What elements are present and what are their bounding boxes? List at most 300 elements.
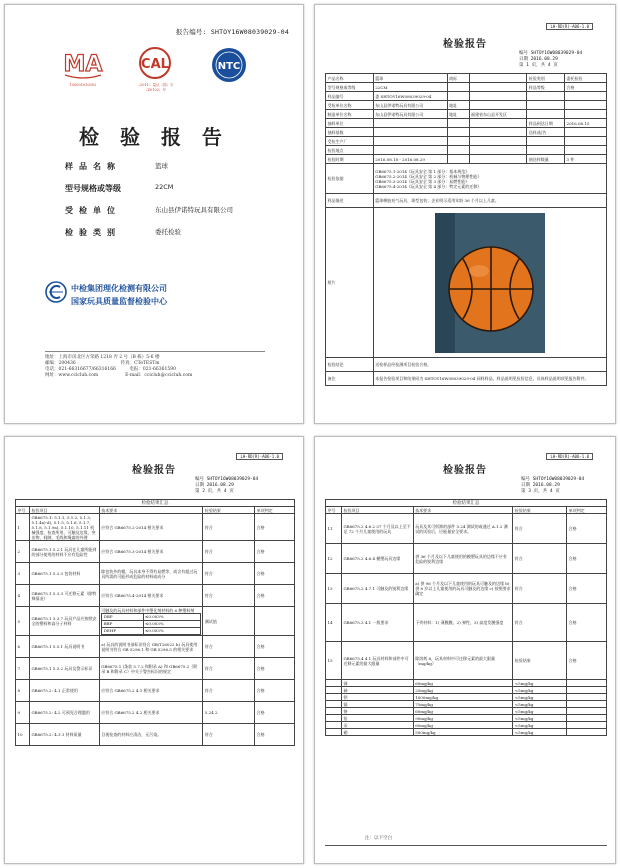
result-cell: 合格 [255, 658, 295, 680]
result-cell: 合格 [255, 563, 295, 585]
info-cell: 2016.08.15 [565, 119, 607, 128]
result-cell: 14 [326, 604, 342, 642]
svg-text:MA: MA [63, 52, 103, 77]
meta-line: 编号 SHTOY16W08039029-04 [521, 477, 585, 482]
report-meta [519, 51, 582, 69]
result-cell: 合格 [255, 680, 295, 702]
info-cell [447, 119, 469, 128]
info-cell: 型号规格或等级 [326, 83, 374, 92]
info-table [325, 73, 607, 386]
description-row [326, 194, 607, 208]
result-cell: 符合 [513, 544, 567, 574]
plasticizer-limit: ≤0.003% [143, 613, 200, 620]
form-code: LH-RD(R)-A06-1.0 [546, 23, 593, 30]
info-cell [565, 128, 607, 137]
result-cell: 合格 [255, 724, 295, 746]
blank-cell [326, 680, 342, 687]
info-cell [527, 110, 565, 119]
page-title: 检验报告 [132, 465, 176, 476]
result-cell: GB6675.2: 4.2 可预见合理滥用 [29, 702, 99, 724]
org-name-1: 中检集团理化检测有限公司 [71, 284, 167, 293]
report-meta [521, 477, 584, 495]
info-cell: 地址 [447, 110, 469, 119]
address-line: 网址：www.ccicluh.com E-mail：ccicluh@ccicluh.com [45, 373, 193, 378]
table-row [16, 658, 295, 680]
info-row [326, 110, 607, 119]
result-cell: 4 [16, 585, 30, 607]
info-cell: 检验类别 [527, 74, 565, 83]
result-cell: 11 [326, 514, 342, 544]
remark-row [326, 372, 607, 386]
cover-row-label: 检验类别 [65, 228, 121, 237]
header-cell: 检验结果 [203, 507, 255, 514]
element-limit: 60mg/kg [413, 680, 513, 687]
info-cell: 委托检验 [565, 74, 607, 83]
description-cell: 篮球橡胶充气玩具，球型包装；企业明示适用年龄 36 个月以上儿童。 [373, 194, 606, 208]
result-cell: 5 [16, 607, 30, 636]
result-cell: 15 [326, 642, 342, 680]
info-cell [565, 137, 607, 146]
blank-cell [326, 687, 342, 694]
report-page-1 [314, 4, 616, 424]
element-name: 砷 [341, 687, 413, 694]
result-cell: 下列材料：1) 薄膜膜，2) 弹性，3) 高度发膜强度 [413, 604, 513, 642]
result-cell: a) 供 96 个月及以下儿童使用的玩具可触及的边缘 b) 供 8 岁以上儿童使用的玩具可触及的边缘 c) 按照要求确定 [413, 574, 513, 604]
cover-row-model [65, 183, 275, 194]
result-cell: 8 [16, 680, 30, 702]
info-cell: 产品名称 [326, 74, 374, 83]
result-cell: 符合 [203, 680, 255, 702]
info-cell: 东山县伊诺特玩具有限公司 [373, 110, 447, 119]
blank-cell [326, 708, 342, 715]
info-cell [527, 137, 565, 146]
result-cell: 检验结果 [513, 642, 567, 680]
result-cell: GB6675.2 4.6.4 模塑玩具边缘 [341, 544, 413, 574]
result-cell: GB6675.2 4.6.2 37 个月及以上至不足 72 个月儿童使用的玩具 [341, 514, 413, 544]
result-cell: 合格 [255, 585, 295, 607]
header-cell: 技术要求 [413, 507, 513, 514]
info-cell [527, 146, 565, 155]
result-cell: 6 [16, 636, 30, 658]
cover-title: 检 验 报 告 [79, 125, 229, 149]
info-cell: 样品编号 [326, 92, 374, 101]
result-cell: 符合 [203, 636, 255, 658]
info-cell [469, 101, 527, 110]
result-cell: 应符合 GB6675.4-2014 相关要求 [99, 585, 203, 607]
table-row [326, 604, 607, 642]
meta-line: 日期 2016.08.29 [519, 57, 558, 62]
table-row [16, 702, 295, 724]
cell-label: 备注 [326, 372, 374, 386]
element-row [326, 680, 607, 687]
result-cell [255, 607, 295, 636]
info-row [326, 155, 607, 164]
element-row [326, 694, 607, 701]
info-cell [469, 83, 527, 92]
basis-row [326, 164, 607, 194]
info-cell [447, 146, 469, 155]
basketball-photo [435, 213, 545, 353]
address-line: 电话：021-66316677/66316166 电报：021-66361590 [45, 367, 176, 372]
plasticizer-name: DEHP [102, 627, 143, 634]
photo-row [326, 208, 607, 358]
meta-line: 日期 2016.08.29 [521, 483, 560, 488]
result-cell: GB6675.1 5.2.1 玩具在儿童所能到的部分使用的材料不应有危险性 [29, 541, 99, 563]
blank-cell [567, 708, 607, 715]
result-cell: 7 [16, 658, 30, 680]
result-cell: 1 [16, 514, 30, 541]
header-cell: 检验结果 [513, 507, 567, 514]
result-cell: 9 [16, 702, 30, 724]
table-row [16, 636, 295, 658]
table-row [326, 642, 607, 680]
blank-cell [567, 701, 607, 708]
basis-line: GB6675.2-2014《玩具安全 第 2 部分：机械与物理性能》 [375, 173, 482, 179]
meta-line: 编号 SHTOY16W08039029-04 [519, 51, 583, 56]
info-cell: 2016.08.18 - 2016.08.29 [373, 155, 447, 164]
table-row [16, 541, 295, 563]
element-name: 锑 [341, 680, 413, 687]
meta-line: 第 3 页，共 4 页 [521, 489, 560, 494]
result-cell: 2 [16, 541, 30, 563]
element-row [326, 701, 607, 708]
table-row [16, 607, 295, 636]
cell-label: 样品描述 [326, 194, 374, 208]
basis-line: GB6675.1-2014《玩具安全 第 1 部分：基本规范》 [375, 168, 470, 174]
element-limit: 1000mg/kg [413, 694, 513, 701]
element-name: 铬 [341, 708, 413, 715]
result-cell: 合格 [255, 541, 295, 563]
info-row [326, 119, 607, 128]
report-meta [195, 477, 258, 495]
info-cell: 受检单位名称 [326, 101, 374, 110]
info-cell: 制造单位名称 [326, 110, 374, 119]
element-limit: 60mg/kg [413, 722, 513, 729]
table-row [16, 514, 295, 541]
info-cell [469, 128, 527, 137]
result-cell: 除溶剂 8，玩具材料中可迁移元素的最大限量（mg/kg） [413, 642, 513, 680]
basis-cell [373, 164, 606, 194]
info-row [326, 83, 607, 92]
result-cell: 合格 [255, 636, 295, 658]
plasticizer-limit: ≤0.003% [143, 627, 200, 634]
page-title: 检验报告 [443, 39, 487, 50]
result-cell: GB6675.1 5.5.1 玩具说明书 [29, 636, 99, 658]
info-cell [447, 155, 469, 164]
result-cell: a) 玩具的说明书部标识符合 GB/T26022 b) 玩具使用说明书符合 GB 5296.1 和 GB 5296.5 的相关要求 [99, 636, 203, 658]
result-cell: GB6675.1: 5.1.1, 5.1.2, 5.1.3, 5.1.4a)-d), 5.1.5, 5.1.6, 5.1.7, 5.1.8, 5.1.9a), 5.1.10, 5.1.11 机械强度、检查所用、可触及边缘、突出物、间隙、毛线和绳索的外理 [29, 514, 99, 541]
cover-row-value: 东山县伊诺特玩具有限公司 [155, 206, 233, 214]
result-cell: 符合 [513, 604, 567, 642]
basis-line: GB6675.4-2014《玩具安全 第 4 部分：特定元素的迁移》 [375, 183, 482, 189]
info-cell: 样品到达日期 [527, 119, 565, 128]
info-cell [565, 146, 607, 155]
result-cell: GB6675.1 5.2.3 包装材料 [29, 563, 99, 585]
result-cell: 合格 [567, 574, 607, 604]
cover-row-label: 型号规格或等级 [65, 184, 121, 193]
table-header [16, 507, 295, 514]
meta-line: 编号 SHTOY16W08039029-04 [195, 477, 259, 482]
cma-logo-icon [61, 45, 105, 89]
result-cell [99, 607, 203, 636]
info-cell: 东山县伊诺特玩具有限公司 [373, 101, 447, 110]
element-limit: 25mg/kg [413, 687, 513, 694]
table-row [326, 574, 607, 604]
issuing-organization [71, 283, 167, 307]
info-cell: 福建省东山县开发区 [469, 110, 527, 119]
info-row [326, 101, 607, 110]
header-cell: 序号 [326, 507, 342, 514]
element-name: 钡 [341, 694, 413, 701]
info-cell: 抽样单位 [326, 119, 374, 128]
basis-line: GB6675.3-2014《玩具安全 第 3 部分：易燃性能》 [375, 178, 470, 184]
result-cell: GB6675.2: 4.1 正常使用 [29, 680, 99, 702]
result-cell: 符合 [203, 658, 255, 680]
header-cell: 技术要求 [99, 507, 203, 514]
info-cell [565, 92, 607, 101]
info-cell [469, 92, 527, 101]
result-cell: 合格 [567, 642, 607, 680]
table-title: 检验结果汇总 [326, 500, 607, 507]
blank-cell [326, 701, 342, 708]
element-row [326, 687, 607, 694]
ntc-logo-icon [207, 45, 251, 89]
info-cell: 22CM [373, 83, 447, 92]
result-cell: GB6675.1 5.5.2 玩具及警示标识 [29, 658, 99, 680]
result-cell: 应符合 GB6675.3-2014 相关要求 [99, 541, 203, 563]
header-cell: 检验项目 [29, 507, 99, 514]
info-cell [447, 137, 469, 146]
element-result: <5mg/kg [513, 687, 567, 694]
element-row [326, 729, 607, 736]
info-cell: 抽送样数量 [527, 155, 565, 164]
results-table [325, 499, 607, 736]
info-row [326, 146, 607, 155]
report-page-3 [314, 436, 616, 864]
result-cell: 除包装外的帽，玩具本身不得有易燃等，或含有超过玩具所需的可能形成危险的材料或成分 [99, 563, 203, 585]
header-cell: 单项判定 [567, 507, 607, 514]
blank-cell [567, 694, 607, 701]
photo-cell [373, 208, 606, 358]
info-cell [469, 74, 527, 83]
result-cell: GB6675.2 4.7.1 可触及的锐利边缘 [341, 574, 413, 604]
table-row [16, 563, 295, 585]
info-cell [447, 83, 469, 92]
element-name: 镉 [341, 701, 413, 708]
requirement-text: 可触及的玩具材料和部件中塑化剂材料的 6 种塑料剂 [101, 607, 195, 613]
ccic-logo-icon [45, 281, 67, 303]
info-cell: 商标 [447, 74, 469, 83]
element-result: <5mg/kg [513, 722, 567, 729]
form-code: LH-RD(R)-A06-1.0 [236, 453, 283, 460]
footnote: 注：以下空白 [365, 836, 392, 841]
info-cell: 地址 [447, 101, 469, 110]
info-cell: 送样/报告 [527, 128, 565, 137]
element-result: <5mg/kg [513, 701, 567, 708]
element-limit: 90mg/kg [413, 715, 513, 722]
info-cell [373, 119, 447, 128]
element-result: <5mg/kg [513, 729, 567, 736]
info-cell [527, 92, 565, 101]
element-limit: 60mg/kg [413, 708, 513, 715]
plasticizer-row [102, 627, 201, 634]
info-cell: 检验时期 [326, 155, 374, 164]
info-cell: 篮球 [373, 74, 447, 83]
info-cell [469, 146, 527, 155]
plasticizer-row [102, 613, 201, 620]
info-row [326, 137, 607, 146]
result-cell: 应符合 GB6675.2 4.1 相关要求 [99, 680, 203, 702]
element-result: <5mg/kg [513, 694, 567, 701]
result-cell: 合格 [567, 544, 607, 574]
info-row [326, 74, 607, 83]
plasticizer-row [102, 620, 201, 627]
blank-cell [567, 715, 607, 722]
info-cell [527, 101, 565, 110]
element-result: <5mg/kg [513, 715, 567, 722]
table-row [16, 680, 295, 702]
header-cell: 检验项目 [341, 507, 413, 514]
plasticizer-name: DBP [102, 613, 143, 620]
result-cell: GB6675.1 (条款 5.7.2 和附录 A) 和 GB6675.2（附录 B 和附录 C）中关于警告标识的规定 [99, 658, 203, 680]
cover-row-value: 委托检验 [155, 228, 181, 236]
result-cell: GB6675.4 4.1 玩具材料和部件中可迁移元素的最大限量 [341, 642, 413, 680]
results-table [15, 499, 295, 746]
result-cell: GB6675.1 5.3.7 玩具产品应按照安全的塑料和高分子材料 [29, 607, 99, 636]
blank-cell [567, 687, 607, 694]
conclusion-cell: 送检样品经检测项目检验合格。 [373, 358, 606, 372]
info-cell: 合格 [565, 83, 607, 92]
blank-cell [326, 715, 342, 722]
table-row [16, 585, 295, 607]
result-cell: 测试值 [203, 607, 255, 636]
table-header [326, 507, 607, 514]
cover-page [4, 4, 304, 424]
result-cell: 12 [326, 544, 342, 574]
result-cell: 目视检查的材料应清洁，无污染。 [99, 724, 203, 746]
info-cell [565, 101, 607, 110]
form-code: LH-RD(R)-A06-1.0 [546, 453, 593, 460]
cell-label: 检验结论 [326, 358, 374, 372]
result-cell: 13 [326, 574, 342, 604]
element-name: 汞 [341, 722, 413, 729]
cell-label: 照片 [326, 208, 374, 358]
element-limit: 75mg/kg [413, 701, 513, 708]
result-cell: GB6675.1 5.3.3 可迁移元素（除特殊情况） [29, 585, 99, 607]
svg-text:CAL: CAL [141, 57, 169, 72]
result-cell: GB6675.2: 4.3.1 材料质量 [29, 724, 99, 746]
result-cell: 合格 [255, 702, 295, 724]
info-cell [373, 146, 447, 155]
blank-cell [567, 680, 607, 687]
info-cell: 3 件 [565, 155, 607, 164]
address-line: 地址：上海市闵北区方荣路 1218 弄 2 号（B 栋）5-6 楼 [45, 355, 160, 360]
header-cell: 单项判定 [255, 507, 295, 514]
info-cell [565, 110, 607, 119]
element-row [326, 722, 607, 729]
info-cell [373, 128, 447, 137]
info-cell: 委 SHTOY16W08039029-04 [373, 92, 447, 101]
result-cell: 符合 [203, 724, 255, 746]
result-cell: 5.24.2 [203, 702, 255, 724]
result-cell: 玩具及其可拆卸的部件 5.24 测试的或通过 A.1.2 测试的试验后，应能量安全要求。 [413, 514, 513, 544]
result-cell: 符合 [513, 574, 567, 604]
ntc-logo-text: NTC [217, 61, 241, 72]
blank-cell [326, 729, 342, 736]
table-row [16, 724, 295, 746]
result-cell: 应符合 GB6675.2-2014 相关要求 [99, 514, 203, 541]
result-cell: 符合 [203, 585, 255, 607]
element-row [326, 715, 607, 722]
element-name: 铅 [341, 715, 413, 722]
plasticizer-limit: ≤0.003% [143, 620, 200, 627]
info-cell: 样品等级 [527, 83, 565, 92]
info-cell [447, 92, 469, 101]
address-line: 邮编：200436 传真：CTeTESTm [45, 361, 160, 366]
divider [45, 351, 265, 352]
report-number: 报告编号: SHTOY16W08039029-04 [175, 28, 289, 36]
element-name: 硒 [341, 729, 413, 736]
cover-row-label: 样品名称 [65, 162, 121, 171]
element-result: <5mg/kg [513, 680, 567, 687]
table-row [326, 514, 607, 544]
info-cell: 检验地点 [326, 146, 374, 155]
info-cell: 抽样基数 [326, 128, 374, 137]
conclusion-row [326, 358, 607, 372]
result-cell: 3 [16, 563, 30, 585]
info-cell [373, 137, 447, 146]
info-cell [469, 155, 527, 164]
result-cell: 应符合 GB6675.2 4.2 相关要求 [99, 702, 203, 724]
result-cell: 合格 [567, 514, 607, 544]
element-result: <5mg/kg [513, 708, 567, 715]
address-block [45, 355, 275, 379]
element-limit: 500mg/kg [413, 729, 513, 736]
result-cell: 10 [16, 724, 30, 746]
page-title: 检验报告 [443, 465, 487, 476]
meta-line: 第 2 页，共 4 页 [195, 489, 234, 494]
blank-cell [567, 722, 607, 729]
plasticizer-name: BBP [102, 620, 143, 627]
table-title: 检验结果汇总 [16, 500, 295, 507]
table-row [326, 544, 607, 574]
result-cell: 符合 [203, 514, 255, 541]
result-cell: 符合 [203, 541, 255, 563]
cover-row-sample-name [65, 161, 275, 172]
meta-line: 第 1 页，共 4 页 [519, 63, 558, 68]
blank-cell [326, 694, 342, 701]
cal-caption: （2011）量认（国）字（Z0102）号 [136, 83, 174, 92]
cover-row-test-type [65, 227, 275, 238]
blank-cell [326, 722, 342, 729]
divider [325, 845, 607, 846]
cma-caption: 150001030302 [69, 83, 97, 87]
plasticizer-table [101, 613, 201, 635]
cell-label: 检验依据 [326, 164, 374, 194]
result-cell: 合格 [255, 514, 295, 541]
certification-logos [61, 45, 251, 91]
meta-line: 日期 2016.08.29 [195, 483, 234, 488]
blank-cell [567, 729, 607, 736]
cover-row-label: 受检单位 [65, 206, 121, 215]
element-row [326, 708, 607, 715]
info-row [326, 92, 607, 101]
cover-row-client [65, 205, 275, 216]
basketball-icon [435, 213, 545, 353]
info-row [326, 128, 607, 137]
result-cell: 符合 [513, 514, 567, 544]
info-cell [469, 137, 527, 146]
